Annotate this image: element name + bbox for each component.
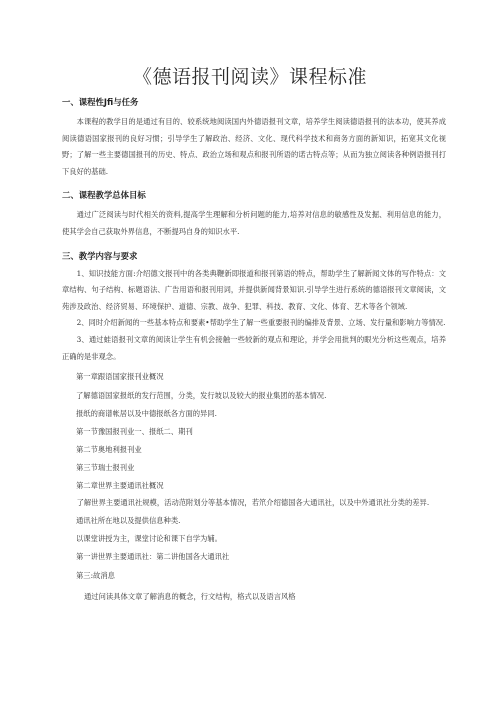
chapter-2-location-note: 通讯社所在地以及提供信息种类. [76, 516, 181, 526]
chapter-2-title: 第二章世界主要通讯社概况 [76, 481, 164, 491]
section-heading-teaching-content: 三、教学内容与要求 [62, 250, 138, 261]
section-heading-teaching-goals: 二、课程教学总体目标 [62, 190, 146, 201]
chapter-2-lectures: 第一讲世界主要通讯社：第二讲他国各大通讯社 [76, 552, 230, 562]
paragraph-teaching-goals: 通过广泛阅读与时代相关的资料,提高学生理解和分析问题的能力,培养对信息的敏感性及发掘、利用信息的能力，使其学会自己获取外界信息，不断提玛自身的知识水平. [62, 210, 446, 236]
document-body [62, 96, 446, 603]
paragraph-critical-reading: 3、通过蛙语报刊文章的阅读让学生有机会接触一些较新的观点和理论，并学会用批判的眼光分析这些观点，培养正确的是非观念。 [62, 334, 446, 361]
chapter-1-title: 第一章跟语国家报刊业概况 [76, 372, 164, 382]
chapter-2-objective: 了解世界主要通讯社规模，活动范附划分等基本情况，若笊介绍德国各大通讯社，以及中外通讯社分类的差异. [76, 498, 430, 508]
chapter-1-note: 报纸的商谱帐居以及中德报纸各方面的异同. [76, 408, 217, 418]
chapter-1-section-1: 第一节豫国报刊业一、报纸二、期刊 [76, 426, 193, 436]
chapter-2-method: 以课堂讲授为主，课堂讨论和课下自学为辅。 [76, 534, 222, 544]
chapter-3-objective: 通过问读具体文章了解消息的概念，行文结构，格式以及语言风格 [84, 591, 296, 601]
document-title: 《德语报刊阅读》课程标准 [132, 66, 367, 88]
chapter-3-title: 第三:故消息 [76, 570, 115, 580]
paragraph-knowledge-skills: 1、知识技能方面:介绍德文报刊中的各类典鞭新即报道和报刊第语的特点，帮助学生了解新闻文体的写作特点：文章结构、句子结构、标题语法、广告用语和报刊用词，并提供新闻背景知识.引导学生进行系统的德语报刊文章阅读，文苑涉及政治、经济贸易、环境保护、道德、宗教、战争、犯罪、科技、教育、文化、体育、艺术等各个领域. [62, 268, 446, 311]
paragraph-news-features: 2、同时介绍新闻的一些基本特点和要素•帮助学生了解一些重要报刊的编排及背景、立场、发行量和影响力等情况. [76, 318, 446, 328]
chapter-1-section-2: 第二节奥地利报刊业 [76, 445, 142, 455]
chapter-1-objective: 了解德语国家报纸的发行范围，分类，发行坡以及较大的报业集团的基本情况. [76, 390, 327, 400]
section-heading-course-nature: 一、课程性Jfi与任务 [62, 97, 139, 107]
chapter-1-section-3: 第三节瑞士报刊业 [76, 463, 135, 473]
paragraph-course-nature: 本课程的教学目的是通过有目的、较系统地阅读国内外德语报刊文章，培养学生阅读德语报刊的法本功，使其养成阅读德语国家报刊的良好习惯；引导学生了解政治、经济、文化、现代科学技术和商务方面的新知识，拓宽其文化视野；了解一些主要德国报刊的历史、特点、政治立场和观点和报刊所语的诺古特点等；从而为独立阅读各种例语报刊打下良好的基础. [62, 117, 446, 176]
